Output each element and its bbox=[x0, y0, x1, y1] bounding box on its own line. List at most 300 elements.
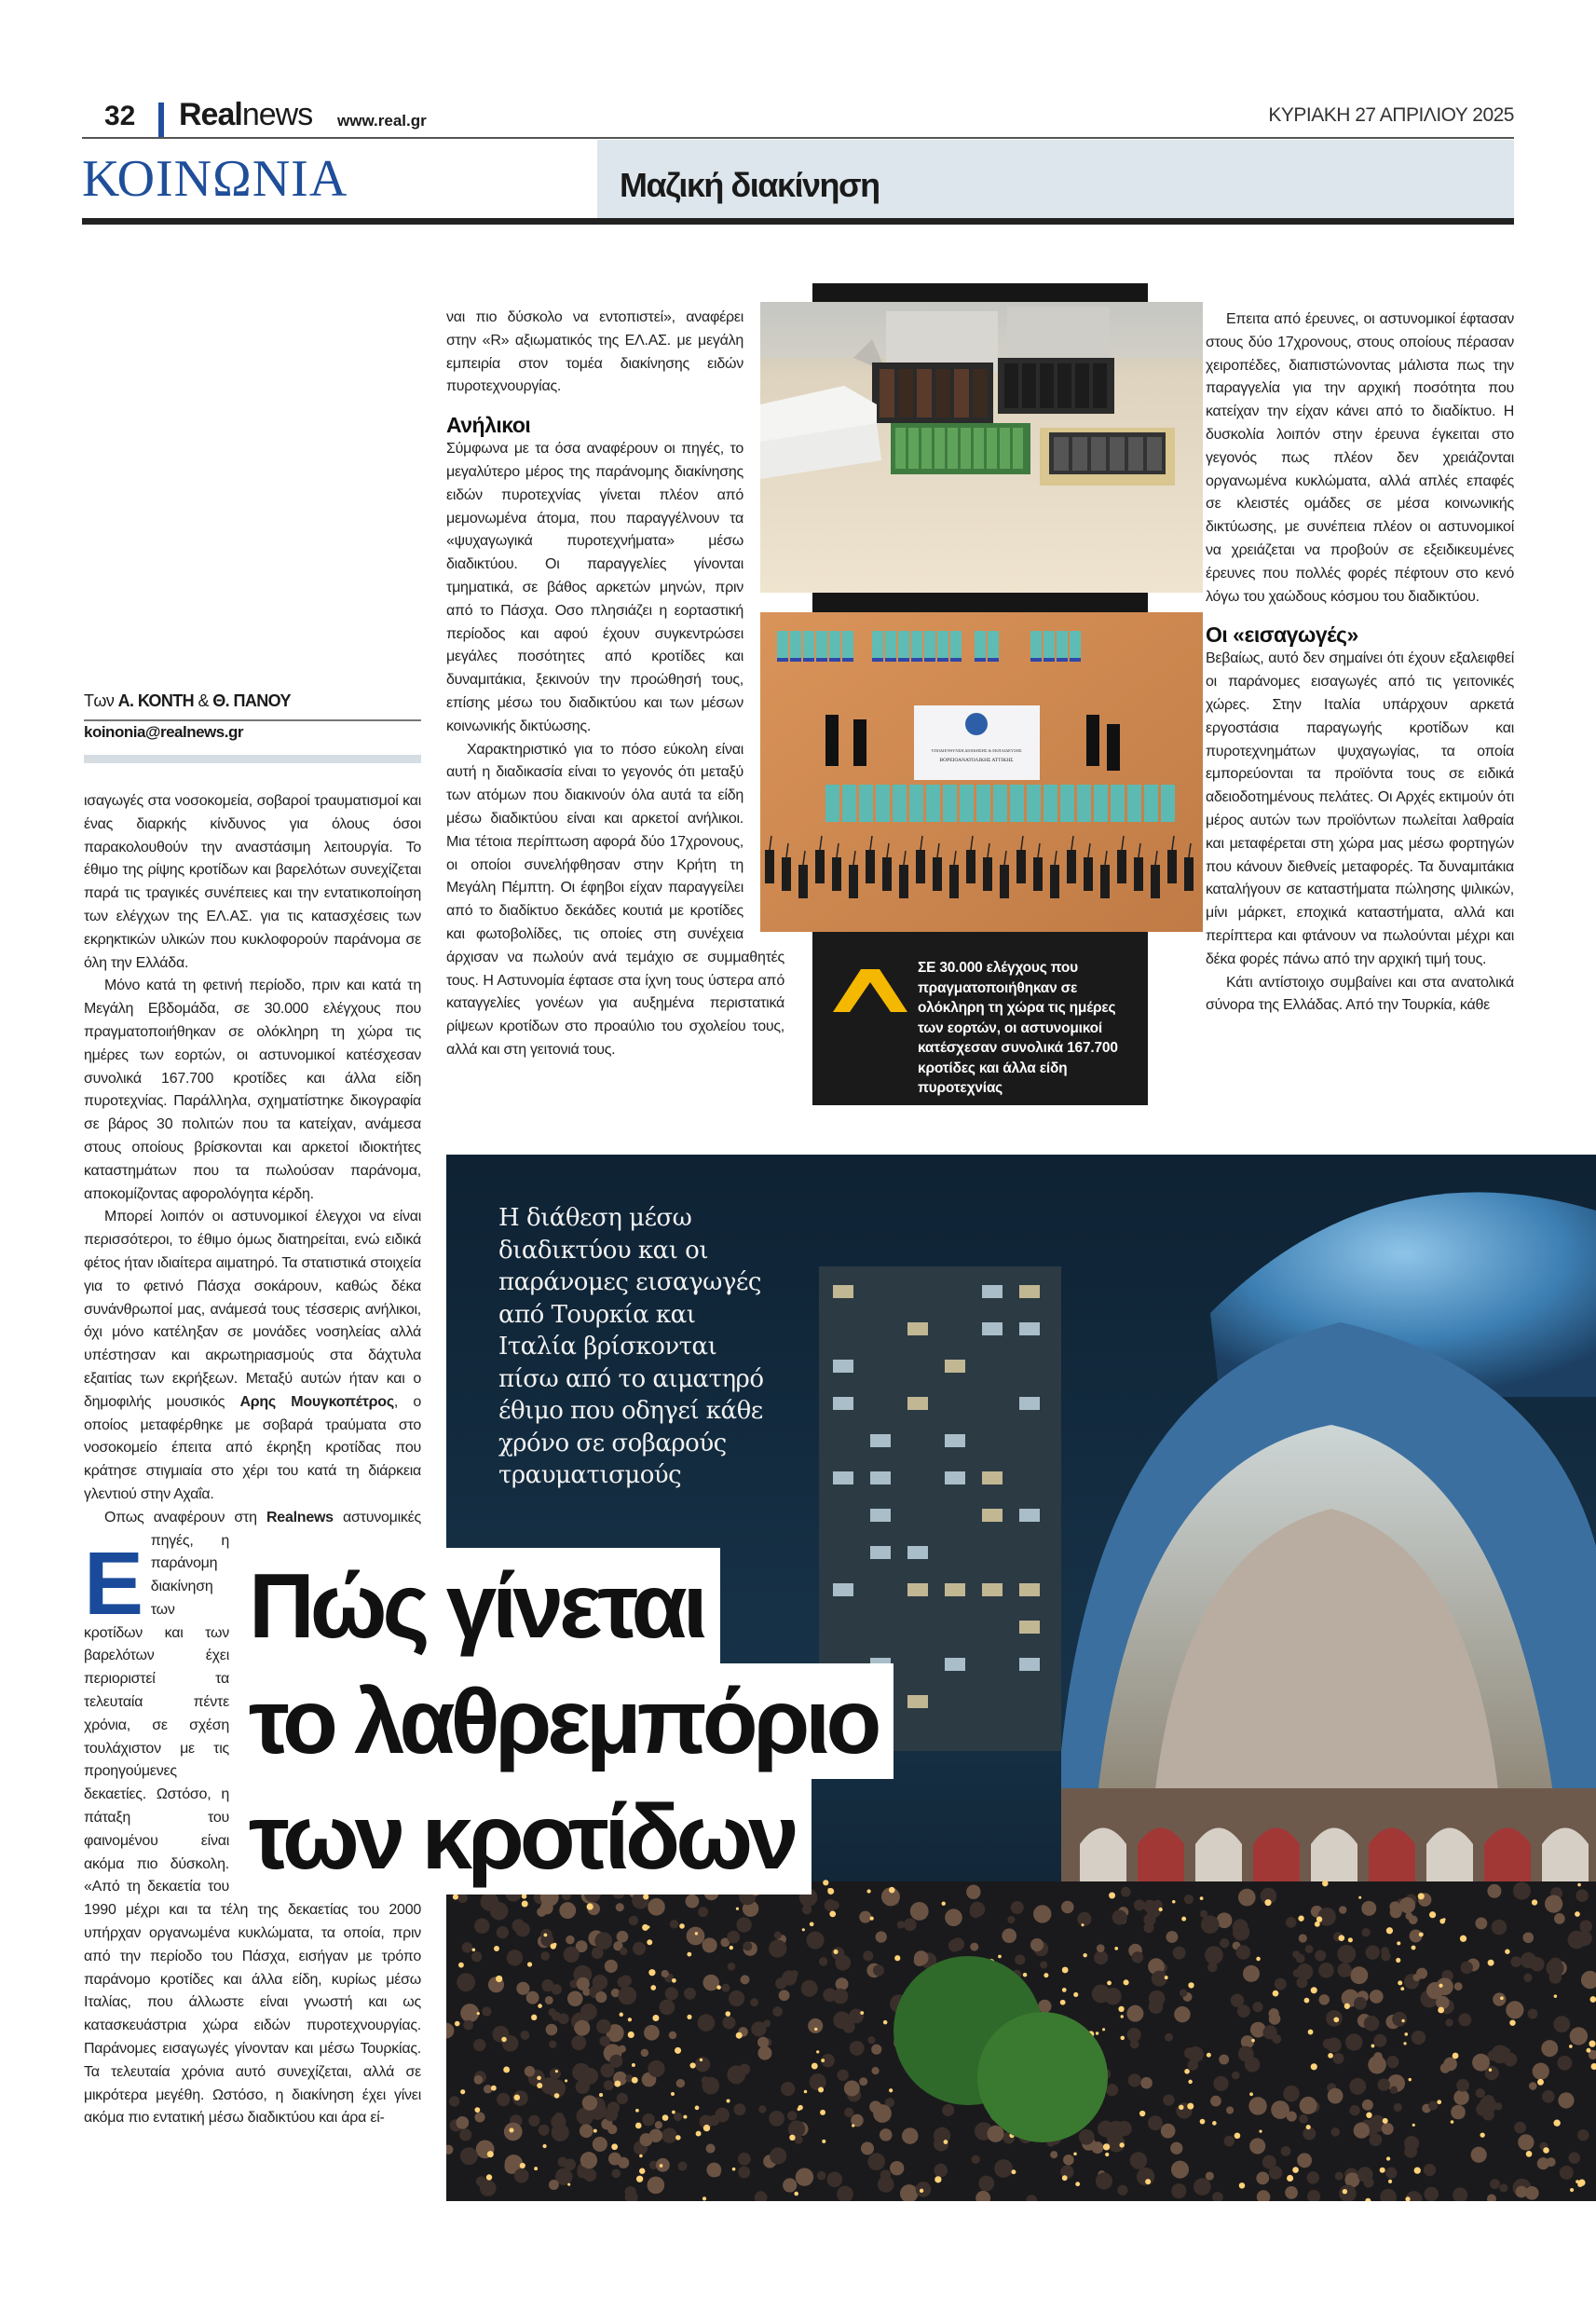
crowd-person bbox=[1492, 1920, 1507, 1936]
crowd-person bbox=[1378, 2078, 1390, 2090]
crowd-person bbox=[539, 2125, 550, 2136]
firecracker bbox=[924, 631, 935, 661]
candle-light bbox=[1398, 1980, 1402, 1985]
crowd-person bbox=[514, 2168, 529, 2183]
candle-light bbox=[812, 2063, 818, 2070]
pull-quote-line: διαδικτύου και οι bbox=[498, 1236, 709, 1265]
crowd-person bbox=[817, 2171, 826, 2181]
crowd-person bbox=[1315, 1949, 1326, 1961]
crowd-person bbox=[863, 1950, 873, 1961]
paragraph-text: Οπως αναφέρουν στη bbox=[104, 1509, 266, 1525]
firework-tube bbox=[1022, 363, 1036, 408]
crowd-person bbox=[807, 1932, 825, 1949]
lit-window bbox=[945, 1434, 965, 1447]
lit-window bbox=[945, 1471, 965, 1484]
section-rule bbox=[82, 218, 1514, 225]
candle-light bbox=[883, 2020, 888, 2025]
firework-tube bbox=[1072, 437, 1087, 471]
crowd-person bbox=[1205, 1946, 1223, 1964]
firecracker-cap bbox=[1030, 658, 1042, 662]
crowd-person bbox=[844, 2108, 853, 2117]
firecracker bbox=[950, 631, 962, 661]
crowd-person bbox=[1525, 2186, 1539, 2200]
crowd-person bbox=[642, 2114, 654, 2126]
lit-window bbox=[1019, 1621, 1040, 1634]
lit-window bbox=[1019, 1658, 1040, 1671]
crowd-person bbox=[873, 2104, 892, 2123]
crowd-person bbox=[497, 1926, 509, 1938]
firecracker bbox=[859, 785, 873, 822]
person-name: Αρης Μουγκοπέτρος bbox=[239, 1393, 394, 1410]
candle-light bbox=[477, 2012, 480, 2015]
candle-light bbox=[804, 2090, 808, 2094]
crowd-person bbox=[605, 1960, 618, 1973]
crowd-person bbox=[550, 2068, 561, 2079]
firecracker-black bbox=[815, 850, 825, 883]
crowd-person bbox=[1226, 2106, 1234, 2114]
firecracker-cap bbox=[803, 658, 814, 662]
crowd-person bbox=[593, 1975, 607, 1990]
candle-light bbox=[736, 1908, 739, 1910]
crowd-person bbox=[1533, 2063, 1549, 2080]
crowd-person bbox=[1173, 1947, 1186, 1960]
crowd-person bbox=[677, 2161, 687, 2170]
crowd-person bbox=[577, 2167, 588, 2178]
pull-quote-line: πίσω από το αιματηρό bbox=[498, 1364, 764, 1393]
candle-light bbox=[1570, 2188, 1574, 2192]
candle-light bbox=[648, 1969, 655, 1976]
crowd-person bbox=[1148, 2115, 1163, 2130]
crowd-person bbox=[662, 1970, 669, 1977]
candle-light bbox=[486, 2174, 492, 2180]
crowd-person bbox=[526, 1991, 539, 2004]
firecracker-cap bbox=[937, 658, 948, 662]
crowd-person bbox=[1554, 1913, 1565, 1924]
crowd-person bbox=[733, 2103, 745, 2115]
crowd-person bbox=[1542, 2090, 1555, 2103]
firecracker-cap bbox=[842, 658, 853, 662]
crowd-person bbox=[1523, 1932, 1535, 1943]
crowd-person bbox=[574, 2020, 590, 2036]
firecracker bbox=[1127, 785, 1141, 822]
candle-light bbox=[1488, 1960, 1494, 1966]
crowd-person bbox=[580, 2124, 593, 2138]
crowd-person bbox=[1015, 1954, 1025, 1964]
crowd-person bbox=[1330, 2127, 1340, 2137]
crowd-person bbox=[1339, 1906, 1346, 1913]
crowd-person bbox=[833, 1989, 849, 2004]
firecracker bbox=[1057, 631, 1068, 661]
crowd-person bbox=[1091, 2141, 1103, 2154]
candle-light bbox=[1553, 2119, 1560, 2126]
candle-light bbox=[537, 2083, 542, 2088]
crowd-person bbox=[763, 2019, 771, 2027]
crowd-person bbox=[528, 2115, 539, 2127]
firecracker bbox=[1044, 785, 1057, 822]
crowd-person bbox=[1170, 2142, 1182, 2155]
crowd-person bbox=[1180, 1989, 1187, 1996]
firework-tube bbox=[1110, 437, 1125, 471]
candle-light bbox=[1414, 2167, 1421, 2173]
candle-light bbox=[730, 1946, 733, 1949]
crowd-person bbox=[788, 2120, 805, 2137]
crowd-person bbox=[1299, 2114, 1308, 2124]
crowd-person bbox=[1237, 2004, 1250, 2018]
candle-light bbox=[542, 2144, 546, 2148]
candle-light bbox=[1439, 1919, 1445, 1924]
crowd-person bbox=[736, 1917, 751, 1932]
crowd-person bbox=[948, 1939, 962, 1952]
brand-logo bbox=[179, 97, 312, 133]
crowd-person bbox=[480, 2180, 497, 2196]
lit-window bbox=[833, 1471, 853, 1484]
firecracker bbox=[1077, 785, 1091, 822]
candle-light bbox=[1404, 2032, 1408, 2036]
candle-light bbox=[1298, 1915, 1303, 1921]
firecracker-black bbox=[1016, 850, 1026, 883]
candle-light bbox=[920, 2189, 923, 2193]
candle-light bbox=[671, 2092, 675, 2096]
candle-light bbox=[1107, 1980, 1112, 1985]
crowd-person bbox=[648, 2060, 664, 2077]
candle-light bbox=[1081, 1923, 1084, 1926]
lit-window bbox=[833, 1285, 853, 1298]
crowd-person bbox=[1207, 1963, 1217, 1972]
police-emblem-icon bbox=[965, 713, 988, 735]
crowd-person bbox=[871, 2045, 881, 2055]
crowd-person bbox=[1369, 2124, 1379, 2134]
firecracker-black bbox=[1184, 857, 1194, 891]
firecracker bbox=[898, 631, 909, 661]
lit-window bbox=[982, 1509, 1003, 1522]
crowd-person bbox=[1381, 1951, 1390, 1961]
candle-light bbox=[1509, 2019, 1515, 2025]
issue-date: ΚΥΡΙΑΚΗ 27 ΑΠΡΙΛΙΟΥ 2025 bbox=[1268, 104, 1514, 126]
firecracker bbox=[777, 631, 788, 661]
crowd-person bbox=[1174, 2006, 1190, 2022]
firecracker-black bbox=[916, 850, 925, 883]
crowd-person bbox=[1063, 2155, 1074, 2166]
crowd-person bbox=[633, 1942, 646, 1955]
crowd-person bbox=[1112, 1909, 1127, 1924]
lit-window bbox=[982, 1322, 1003, 1335]
yellow-chevron-icon bbox=[833, 967, 907, 1014]
crowd-person bbox=[1390, 2086, 1398, 2094]
firework-tube bbox=[895, 428, 906, 469]
candle-light bbox=[501, 2037, 507, 2043]
candle-light bbox=[628, 2032, 634, 2038]
firecracker-black bbox=[798, 865, 808, 898]
candle-light bbox=[1145, 2179, 1151, 2184]
crowd-person bbox=[1143, 1913, 1155, 1925]
candle-light bbox=[1412, 2124, 1415, 2127]
crowd-person bbox=[617, 2093, 628, 2104]
crowd-person bbox=[916, 2182, 932, 2197]
article-paragraph: Μόνο κατά τη φετινή περίοδο, πριν και κατά τη Μεγάλη Εβδομάδα, σε 30.000 ελέγχους που πραγματοποιήθηκαν σε ολόκληρη τη χώρα τις ημέρες των εορτών, οι αστυνομικοί κατέσχεσαν συνολικά 167.700 κροτίδες και άλλα είδη πυροτεχνίας. Παράλληλα, σχηματίστηκε δικογραφία σε βάρος 30 πολιτών που τα κατείχαν, ανάμεσα στους οποίους βρίσκονται και αρκετοί ιδιοκτήτες καταστημάτων που τα πωλούσαν παράνομα, αποκομίζοντας αφορολόγητα κέρδη. bbox=[84, 978, 421, 1202]
crowd-person bbox=[1210, 2096, 1221, 2107]
crowd-person bbox=[867, 2036, 875, 2044]
kicker: Μαζική διακίνηση bbox=[620, 166, 880, 204]
candle-light bbox=[1188, 1982, 1194, 1988]
firecracker-black bbox=[966, 850, 975, 883]
crowd-person bbox=[758, 2105, 766, 2113]
candle-light bbox=[1249, 2092, 1253, 2096]
crowd-person bbox=[970, 1902, 985, 1917]
firecracker bbox=[829, 631, 840, 661]
firecracker bbox=[1161, 785, 1175, 822]
candle-light bbox=[1188, 2080, 1192, 2084]
crowd-person bbox=[484, 2085, 492, 2093]
crowd-person bbox=[1296, 1977, 1307, 1988]
candle-light bbox=[703, 2196, 706, 2200]
crowd-person bbox=[1126, 2005, 1143, 2022]
candle-light bbox=[1438, 2007, 1444, 2014]
crowd-person bbox=[988, 2126, 1004, 2142]
byline-rule bbox=[84, 719, 421, 721]
candle-light bbox=[514, 2095, 521, 2101]
crowd-person bbox=[832, 1947, 845, 1960]
firecracker bbox=[975, 631, 986, 661]
firecracker-cap bbox=[898, 658, 909, 662]
crowd-person bbox=[482, 2006, 491, 2016]
crowd-person bbox=[599, 2036, 610, 2047]
crowd-person bbox=[648, 1898, 665, 1916]
candle-light bbox=[1397, 1941, 1400, 1945]
crowd-person bbox=[1293, 1969, 1302, 1977]
candle-light bbox=[1062, 1967, 1069, 1974]
candle-light bbox=[1453, 2053, 1459, 2059]
candle-light bbox=[567, 2183, 570, 2186]
firecracker-black bbox=[1033, 857, 1043, 891]
firework-tube bbox=[1057, 363, 1071, 408]
crowd-person bbox=[1570, 2027, 1588, 2045]
candle-light bbox=[647, 1939, 652, 1945]
crowd-person bbox=[457, 1893, 468, 1903]
firecracker bbox=[1094, 785, 1108, 822]
crowd-person bbox=[1220, 1938, 1229, 1948]
crowd-person bbox=[1412, 2031, 1425, 2045]
byline-amp: & bbox=[198, 691, 209, 710]
brand-mention: Realnews bbox=[266, 1509, 334, 1525]
candle-light bbox=[639, 2155, 643, 2158]
crowd-person bbox=[1557, 2056, 1572, 2071]
crowd-person bbox=[1040, 1961, 1047, 1968]
firecracker bbox=[988, 631, 999, 661]
paragraph-text: , ο οποίος μεταφέρθηκε με σοβαρά τραύματα στο νοσοκομείο έπειτα από έκρηξη κροτίδας που κράτησε στιγμιαία στο χέρι του κατά τη διάρκεια γλεντιού στην Αχαΐα. bbox=[84, 1393, 422, 1502]
crowd-person bbox=[684, 1988, 696, 2000]
lit-window bbox=[907, 1695, 928, 1708]
crowd-person bbox=[750, 1998, 758, 2006]
candle-light bbox=[1011, 2169, 1016, 2174]
candle-light bbox=[628, 2018, 632, 2021]
crowd-person bbox=[1275, 1978, 1287, 1991]
crowd-person bbox=[462, 1942, 473, 1953]
crowd-person bbox=[743, 1941, 752, 1950]
candle-light bbox=[1400, 1987, 1404, 1991]
candle-light bbox=[503, 2067, 510, 2073]
crowd-person bbox=[706, 2144, 716, 2154]
crowd-person bbox=[871, 2067, 879, 2074]
candle-light bbox=[537, 2076, 541, 2081]
crowd-person bbox=[616, 1903, 624, 1911]
crowd-person bbox=[1475, 1917, 1487, 1929]
crowd-person bbox=[593, 2137, 607, 2152]
crowd-person bbox=[1134, 1899, 1145, 1910]
firecracker bbox=[937, 631, 948, 661]
candle-light bbox=[632, 2063, 635, 2067]
candle-light bbox=[543, 1933, 547, 1936]
crowd-person bbox=[808, 2018, 823, 2033]
crowd-person bbox=[540, 1901, 553, 1914]
candle-light bbox=[1287, 2175, 1293, 2182]
candle-light bbox=[1109, 1893, 1115, 1899]
candle-light bbox=[1348, 1937, 1353, 1942]
lit-window bbox=[1019, 1397, 1040, 1410]
crowd-person bbox=[1140, 2077, 1153, 2089]
crowd-person bbox=[571, 2035, 586, 2050]
candle-light bbox=[1451, 2120, 1454, 2124]
crowd-person bbox=[945, 1908, 962, 1926]
crowd-person bbox=[471, 1951, 482, 1962]
crowd-person bbox=[1366, 1945, 1380, 1959]
candle-light bbox=[1121, 2015, 1124, 2018]
candle-light bbox=[471, 1948, 475, 1951]
crowd-person bbox=[580, 2152, 597, 2168]
crowd-person bbox=[1232, 2072, 1240, 2080]
candle-light bbox=[647, 1925, 649, 1928]
candle-light bbox=[1105, 2153, 1109, 2156]
crowd-person bbox=[490, 1902, 508, 1920]
lit-window bbox=[907, 1583, 928, 1596]
crowd-person bbox=[1061, 1901, 1074, 1914]
candle-light bbox=[1577, 2182, 1583, 2187]
candle-light bbox=[1259, 2130, 1262, 2133]
crowd-person bbox=[497, 2093, 510, 2106]
crowd-person bbox=[1116, 2121, 1131, 2136]
crowd-person bbox=[722, 2016, 735, 2029]
crowd-person bbox=[825, 1899, 837, 1911]
article-paragraph: Βεβαίως, αυτό δεν σημαίνει ότι έχουν εξαλειφθεί οι παράνομες εισαγωγές από τις γειτονικές χώρες. Στην Ιταλία υπάρχουν αρκετά εργοστάσια παραγωγής κροτίδων και πυροτεχνημάτων ψυχαγωγίας, τα οποία εμπορεύονται τα προϊόντα τους σε ειδικά αδειοδοτημένους πελάτες. Οι Αρχές εκτιμούν ότι μέρος αυτών των προϊόντων πωλείται λαθραία και μεταφέρεται στη χώρα μας μέσω φορτηγών που κάνουν διεθνείς μεταφορές. Τα δυναμιτάκια καταλήγουν σε καταστήματα πώλησης ψιλικών, μίνι μάρκετ, εποχικά καταστήματα, αλλά και περίπτερα και φτάνουν να πωλούνται μέχρι και δέκα φορές πάνω από την αρχική τιμή τους. bbox=[1206, 650, 1514, 967]
firecracker-black bbox=[1117, 850, 1126, 883]
crowd-person bbox=[1132, 1951, 1144, 1963]
crowd-person bbox=[1283, 2086, 1299, 2101]
firecracker-cap bbox=[885, 658, 896, 662]
candle-light bbox=[636, 2176, 643, 2182]
crowd-person bbox=[1238, 2046, 1254, 2062]
masthead-divider bbox=[158, 103, 164, 138]
crowd-person bbox=[1007, 1916, 1015, 1923]
candle-light bbox=[1589, 2041, 1595, 2047]
crowd-person bbox=[1553, 2016, 1570, 2032]
candle-light bbox=[1060, 2000, 1066, 2005]
paragraph-text: ισαγωγές στα νοσοκομεία, σοβαροί τραυματισμοί και ένας διαρκής κίνδυνος για όλους όσοι παρακολουθούν την αναστάσιμη λειτουργία. Το έθιμο της ρίψης κροτίδων και βαρελότων συνεχίζεται παρά τις τραγικές συνέπειες και την εντατικοποίηση των ελέγχων της ΕΛ.ΑΣ. για τις κατασχέσεις των εκρηκτικών υλικών που κυκλοφορούν παράνομα σε όλη την Ελλάδα. bbox=[84, 793, 421, 971]
pull-quote-line: τραυματισμούς bbox=[498, 1461, 682, 1489]
crowd-person bbox=[1194, 2178, 1211, 2196]
candle-light bbox=[599, 2093, 603, 2097]
lit-window bbox=[870, 1434, 891, 1447]
candle-light bbox=[639, 2168, 645, 2174]
crowd-person bbox=[978, 2176, 994, 2192]
crowd-person bbox=[1523, 1974, 1532, 1982]
crowd-person bbox=[1576, 1889, 1589, 1902]
crowd-person bbox=[559, 1902, 576, 1919]
article-paragraph: ναι πιο δύσκολο να εντοπιστεί», αναφέρει στην «R» αξιωματικός της ΕΛ.ΑΣ. με μεγάλη εμπειρία στον τομέα διακίνησης ειδών πυροτεχνουργίας. bbox=[446, 309, 743, 395]
lit-window bbox=[982, 1583, 1003, 1596]
candle-light bbox=[860, 2011, 864, 2015]
author-email[interactable]: koinonia@realnews.gr bbox=[84, 723, 243, 741]
firecracker-black bbox=[882, 857, 892, 891]
candle-light bbox=[509, 2127, 513, 2132]
crowd-person bbox=[1490, 2179, 1500, 2189]
firecracker bbox=[825, 785, 839, 822]
firework-tube bbox=[1128, 437, 1143, 471]
candle-light bbox=[632, 2077, 638, 2084]
candle-light bbox=[1103, 2143, 1110, 2150]
firecracker bbox=[943, 785, 957, 822]
firecracker-black bbox=[1050, 865, 1059, 898]
author: Θ. ΠΑΝΟΥ bbox=[212, 691, 291, 710]
candle-light bbox=[496, 1976, 502, 1982]
crowd-person bbox=[769, 2111, 784, 2127]
crowd-person bbox=[769, 1939, 786, 1957]
candle-light bbox=[1437, 2100, 1441, 2104]
crowd-person bbox=[703, 1975, 718, 1991]
candle-light bbox=[1380, 2168, 1385, 2173]
firecracker-cap bbox=[950, 658, 962, 662]
firework-tube bbox=[1040, 363, 1054, 408]
candle-light bbox=[1386, 1927, 1393, 1934]
crowd-person bbox=[827, 2171, 843, 2187]
headline-line: το λαθρεμπόριο bbox=[236, 1663, 893, 1779]
crowd-person bbox=[648, 2177, 665, 2195]
crowd-person bbox=[779, 1990, 790, 2001]
firecracker bbox=[893, 785, 907, 822]
crowd-person bbox=[802, 1905, 812, 1914]
subheading: Ανήλικοι bbox=[446, 413, 531, 438]
candle-light bbox=[1315, 1922, 1320, 1927]
candle-light bbox=[555, 2070, 558, 2073]
candle-light bbox=[650, 1985, 656, 1991]
crowd-person bbox=[1117, 2185, 1127, 2196]
article-paragraph: Κάτι αντίστοιχο συμβαίνει και στα ανατολικά σύνορα της Ελλάδας. Από την Τουρκία, κάθε bbox=[1206, 974, 1514, 1014]
crowd-person bbox=[844, 2081, 860, 2097]
candle-light bbox=[1383, 2118, 1388, 2124]
candle-light bbox=[1264, 1899, 1271, 1906]
candle-light bbox=[1543, 2147, 1549, 2154]
candle-light bbox=[1344, 2004, 1350, 2009]
crowd-person bbox=[1545, 1895, 1562, 1912]
crowd-person bbox=[1233, 1919, 1248, 1935]
candle-light bbox=[1311, 1987, 1317, 1993]
candle-light bbox=[494, 1946, 499, 1951]
candle-light bbox=[1124, 1979, 1129, 1985]
page-number: 32 bbox=[104, 101, 136, 131]
firecracker-cap bbox=[975, 658, 986, 662]
lit-window bbox=[907, 1397, 928, 1410]
crowd-person bbox=[449, 2096, 459, 2106]
firework-tube bbox=[1000, 428, 1010, 469]
crowd-person bbox=[594, 1932, 612, 1949]
candle-light bbox=[1401, 2019, 1404, 2022]
candle-light bbox=[1102, 2028, 1105, 2031]
candle-light bbox=[1343, 2189, 1347, 2194]
firecracker-black bbox=[1084, 857, 1093, 891]
candle-light bbox=[695, 1932, 698, 1935]
firecracker bbox=[926, 785, 940, 822]
candle-light bbox=[727, 2100, 730, 2103]
crowd-person bbox=[674, 2113, 682, 2121]
crowd-person bbox=[1297, 2153, 1312, 2168]
